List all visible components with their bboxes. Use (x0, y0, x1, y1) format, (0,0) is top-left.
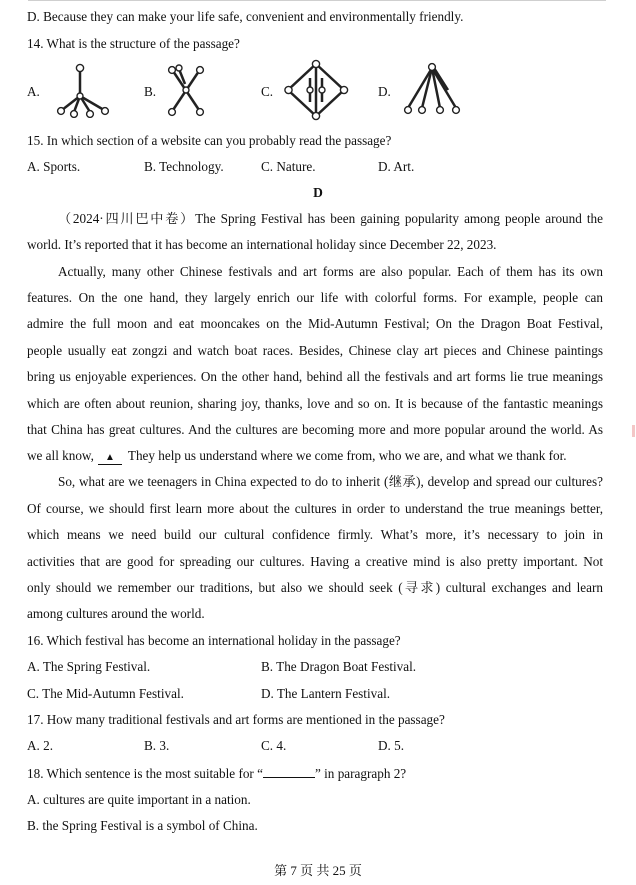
passage-line-1: （2024·四川巴中卷）The Spring Festival has been gaining popularity among people around the (58, 211, 603, 226)
q16-option-d: D. The Lantern Festival. (261, 686, 391, 701)
q17-question: 17. How many traditional festivals and art forms are mentioned in the passage? (27, 712, 445, 727)
passage-line-7: bring us enjoyable experiences. On the other hand, behind all the festivals and art forms lie true meanings (27, 369, 603, 384)
passage-line-12: Of course, we should first learn more about the cultures in order to understand the true meanings better, (27, 501, 603, 516)
q15-option-b: B. Technology. (144, 159, 224, 174)
passage-line-6: people usually eat zongzi and watch boat races. Besides, Chinese clay art pieces and Chinese paintings (27, 343, 603, 358)
q18-question-start: 18. Which sentence is the most suitable for “ (27, 766, 263, 781)
q16-option-b: B. The Dragon Boat Festival. (261, 659, 417, 674)
q14-option-a-label: A. (27, 84, 40, 99)
structure-diagram-a (52, 60, 114, 118)
q18-option-b: B. the Spring Festival is a symbol of China. (27, 818, 258, 833)
q17-option-d: D. 5. (378, 738, 405, 753)
passage-line-10 (27, 448, 567, 465)
q17-option-c: C. 4. (261, 738, 287, 753)
q17-option-b: B. 3. (144, 738, 170, 753)
passage-line-13: which means we need build our cultural confidence firmly. What’s more, it’s necessary to join in (27, 527, 603, 542)
q18-option-a: A. cultures are quite important in a nation. (27, 792, 251, 807)
passage-line-9: that China has great cultures. And the cultures are becoming more and more popular around the world. As (27, 422, 603, 437)
q14-question: 14. What is the structure of the passage? (27, 36, 240, 51)
q13-option-d: D. Because they can make your life safe, convenient and environmentally friendly. (27, 9, 464, 24)
passage-line-8: which are often about reunion, sharing joy, thanks, love and so on. It is because of the fantastic meanings (27, 396, 603, 411)
passage-line-2: world. It’s reported that it has become an international holiday since December 22, 2023. (27, 237, 497, 252)
structure-diagram-c (284, 58, 350, 122)
q17-option-a: A. 2. (27, 738, 54, 753)
q14-option-d-label: D. (378, 84, 391, 99)
answer-blank-marker: ▲ (98, 452, 122, 465)
margin-mark (632, 425, 635, 437)
q14-option-c-label: C. (261, 84, 274, 99)
q18-question (27, 765, 406, 782)
passage-line-4: features. On the one hand, they largely enrich our life with colorful forms. For example, people can (27, 290, 603, 305)
q18-question-end: ” in paragraph 2? (314, 766, 407, 781)
passage-line-15: only should we remember our traditions, but also we should seek (寻求) cultural exchanges and learn (27, 580, 603, 595)
q15-option-a: A. Sports. (27, 159, 81, 174)
passage-line-5: admire the full moon and eat mooncakes on the Mid-Autumn Festival; On the Dragon Boat Festival, (27, 316, 603, 331)
q16-option-c: C. The Mid-Autumn Festival. (27, 686, 184, 701)
passage-line-11: So, what are we teenagers in China expected to do to inherit (继承), develop and spread our cultures? (58, 474, 603, 489)
passage-title: D (313, 185, 323, 200)
q15-option-c: C. Nature. (261, 159, 316, 174)
passage-line-14: activities that are good for spreading our cultures. Having a creative mind is also pretty important. Not (27, 554, 603, 569)
q18-blank (263, 765, 315, 778)
structure-diagram-b (163, 62, 211, 118)
q16-question: 16. Which festival has become an international holiday in the passage? (27, 633, 401, 648)
q14-option-b-label: B. (144, 84, 157, 99)
top-rule (28, 0, 606, 1)
q15-question: 15. In which section of a website can you probably read the passage? (27, 133, 392, 148)
structure-diagram-d (398, 60, 464, 118)
passage-line-10-end: They help us understand where we come from, who we are, and what we thank for. (127, 448, 567, 463)
passage-line-3: Actually, many other Chinese festivals and art forms are also popular. Each of them has its own (58, 264, 603, 279)
q15-option-d: D. Art. (378, 159, 415, 174)
page-footer: 第 7 页 共 25 页 (274, 863, 362, 878)
passage-line-10-start: we all know, (27, 448, 94, 463)
q16-option-a: A. The Spring Festival. (27, 659, 151, 674)
passage-line-16: among cultures around the world. (27, 606, 205, 621)
